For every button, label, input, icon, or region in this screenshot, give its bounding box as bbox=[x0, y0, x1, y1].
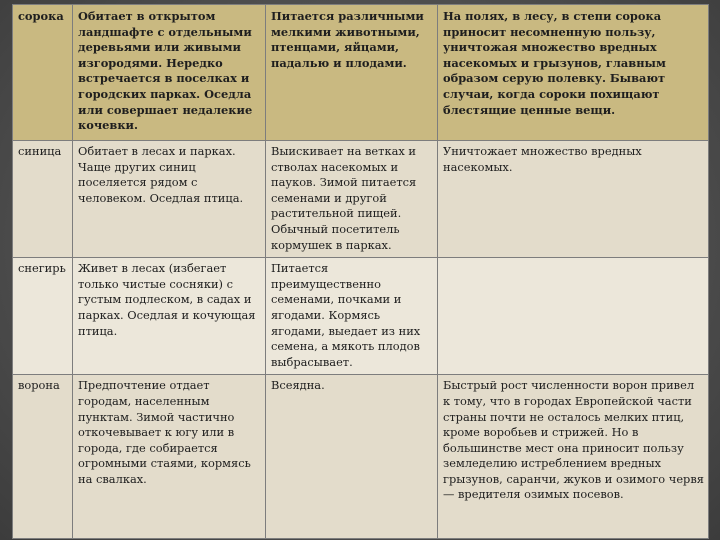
table-row bbox=[13, 5, 709, 141]
table-row bbox=[13, 375, 709, 539]
bird-name-cell: снегирь bbox=[13, 258, 73, 375]
habitat-cell: Обитает в открытом ландшафте с отдельными деревьями или живыми изгородями. Нередко встречается в поселках и городских парках. Оседла или совершает недалекие кочевки. bbox=[73, 5, 266, 141]
bird-name-cell: ворона bbox=[13, 375, 73, 539]
table-row bbox=[13, 141, 709, 258]
habitat-cell: Предпочтение отдает городам, населенным пунктам. Зимой частично откочевывает к югу или в города, где собирается огромными стаями, кормясь на свалках. bbox=[73, 375, 266, 539]
bird-table bbox=[12, 4, 709, 539]
diet-cell: Питается преимущественно семенами, почками и ягодами. Кормясь ягодами, выедает из них семена, а мякоть плодов выбрасывает. bbox=[266, 258, 438, 375]
significance-cell: Уничтожает множество вредных насекомых. bbox=[438, 141, 709, 258]
habitat-cell: Живет в лесах (избегает только чистые сосняки) с густым подлеском, в садах и парках. Оседлая и кочующая птица. bbox=[73, 258, 266, 375]
bird-name-cell: сорока bbox=[13, 5, 73, 141]
diet-cell: Всеядна. bbox=[266, 375, 438, 539]
diet-cell: Питается различными мелкими животными, птенцами, яйцами, падалью и плодами. bbox=[266, 5, 438, 141]
diet-cell: Выискивает на ветках и стволах насекомых и пауков. Зимой питается семенами и другой растительной пищей. Обычный посетитель кормушек в парках. bbox=[266, 141, 438, 258]
table-row bbox=[13, 258, 709, 375]
bird-name-cell: синица bbox=[13, 141, 73, 258]
significance-cell: На полях, в лесу, в степи сорока приносит несомненную пользу, уничтожая множество вредных насекомых и грызунов, главным образом серую полевку. Бывают случаи, когда сороки похищают блестящие ценные вещи. bbox=[438, 5, 709, 141]
significance-cell: Быстрый рост численности ворон привел к тому, что в городах Европейской части страны почти не осталось мелких птиц, кроме воробьев и стрижей. Но в большинстве мест она приносит пользу земледелию истреблением вредных грызунов, саранчи, жуков и озимого червя — вредителя озимых посевов. bbox=[438, 375, 709, 539]
habitat-cell: Обитает в лесах и парках. Чаще других синиц поселяется рядом с человеком. Оседлая птица. bbox=[73, 141, 266, 258]
significance-cell bbox=[438, 258, 709, 375]
